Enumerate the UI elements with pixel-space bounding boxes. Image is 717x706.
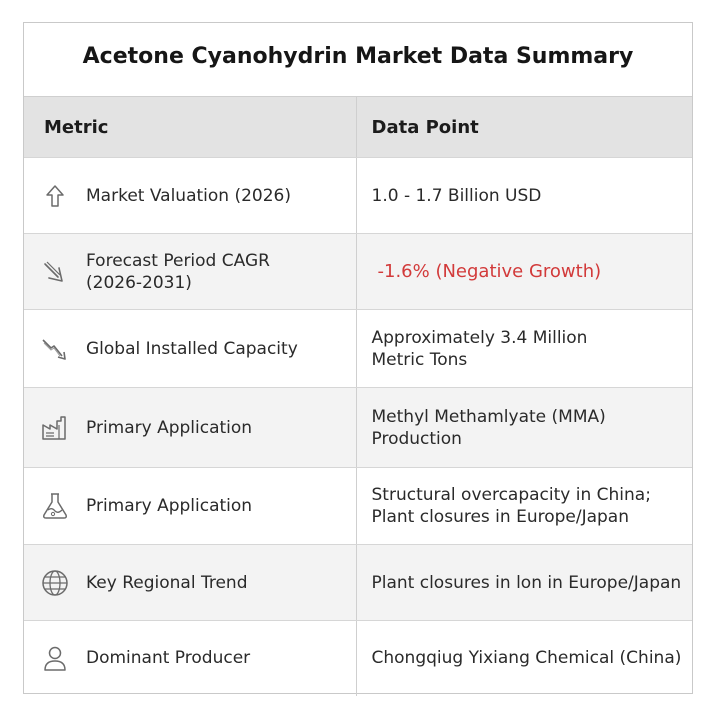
value-cell: Methyl Methamlyate (MMA) Production	[356, 388, 692, 468]
table-row	[24, 545, 692, 621]
table-row	[24, 310, 692, 388]
metric-cell	[24, 545, 356, 621]
metric-label: Primary Application	[86, 417, 253, 438]
page-title: Acetone Cyanohydrin Market Data Summary	[24, 23, 692, 97]
globe-icon	[40, 568, 70, 598]
metric-label: Key Regional Trend	[86, 572, 248, 593]
metric-cell	[24, 468, 356, 545]
metric-cell	[24, 388, 356, 468]
value-cell: Approximately 3.4 Million Metric Tons	[356, 310, 692, 388]
table-row	[24, 158, 692, 234]
value-cell: Chongqiug Yixiang Chemical (China)	[371, 648, 682, 669]
value-cell: Plant closures in lon in Europe/Japan	[356, 545, 692, 621]
data-table	[24, 97, 692, 696]
declining-trend-icon	[40, 334, 70, 364]
person-icon	[40, 643, 70, 673]
metric-label: Global Installed Capacity	[86, 338, 298, 359]
metric-label: Market Valuation (2026)	[86, 185, 291, 206]
arrow-down-right-icon	[40, 257, 70, 287]
flask-icon	[40, 491, 70, 521]
metric-cell	[24, 621, 356, 696]
table-row	[24, 621, 692, 696]
table-header-row	[24, 97, 692, 158]
value-cell: Structural overcapacity in China; Plant closures in Europe/Japan	[356, 468, 692, 545]
value-cell: 1.0 - 1.7 Billion USD	[356, 158, 692, 234]
metric-cell	[24, 234, 356, 310]
table-row	[24, 388, 692, 468]
metric-label: Dominant Producer	[86, 648, 251, 669]
metric-cell	[24, 158, 356, 234]
column-header-metric: Metric	[24, 97, 356, 158]
table-row	[24, 234, 692, 310]
factory-icon	[40, 413, 70, 443]
summary-card	[23, 22, 693, 694]
table-row	[24, 468, 692, 545]
value-cell	[356, 234, 692, 310]
metric-cell	[24, 310, 356, 388]
column-header-data-point: Data Point	[356, 97, 692, 158]
metric-label: Forecast Period CAGR (2026-2031)	[86, 250, 270, 293]
negative-growth-value: -1.6% (Negative Growth)	[377, 260, 602, 282]
arrow-up-icon	[40, 181, 70, 211]
metric-label: Primary Application	[86, 496, 253, 516]
